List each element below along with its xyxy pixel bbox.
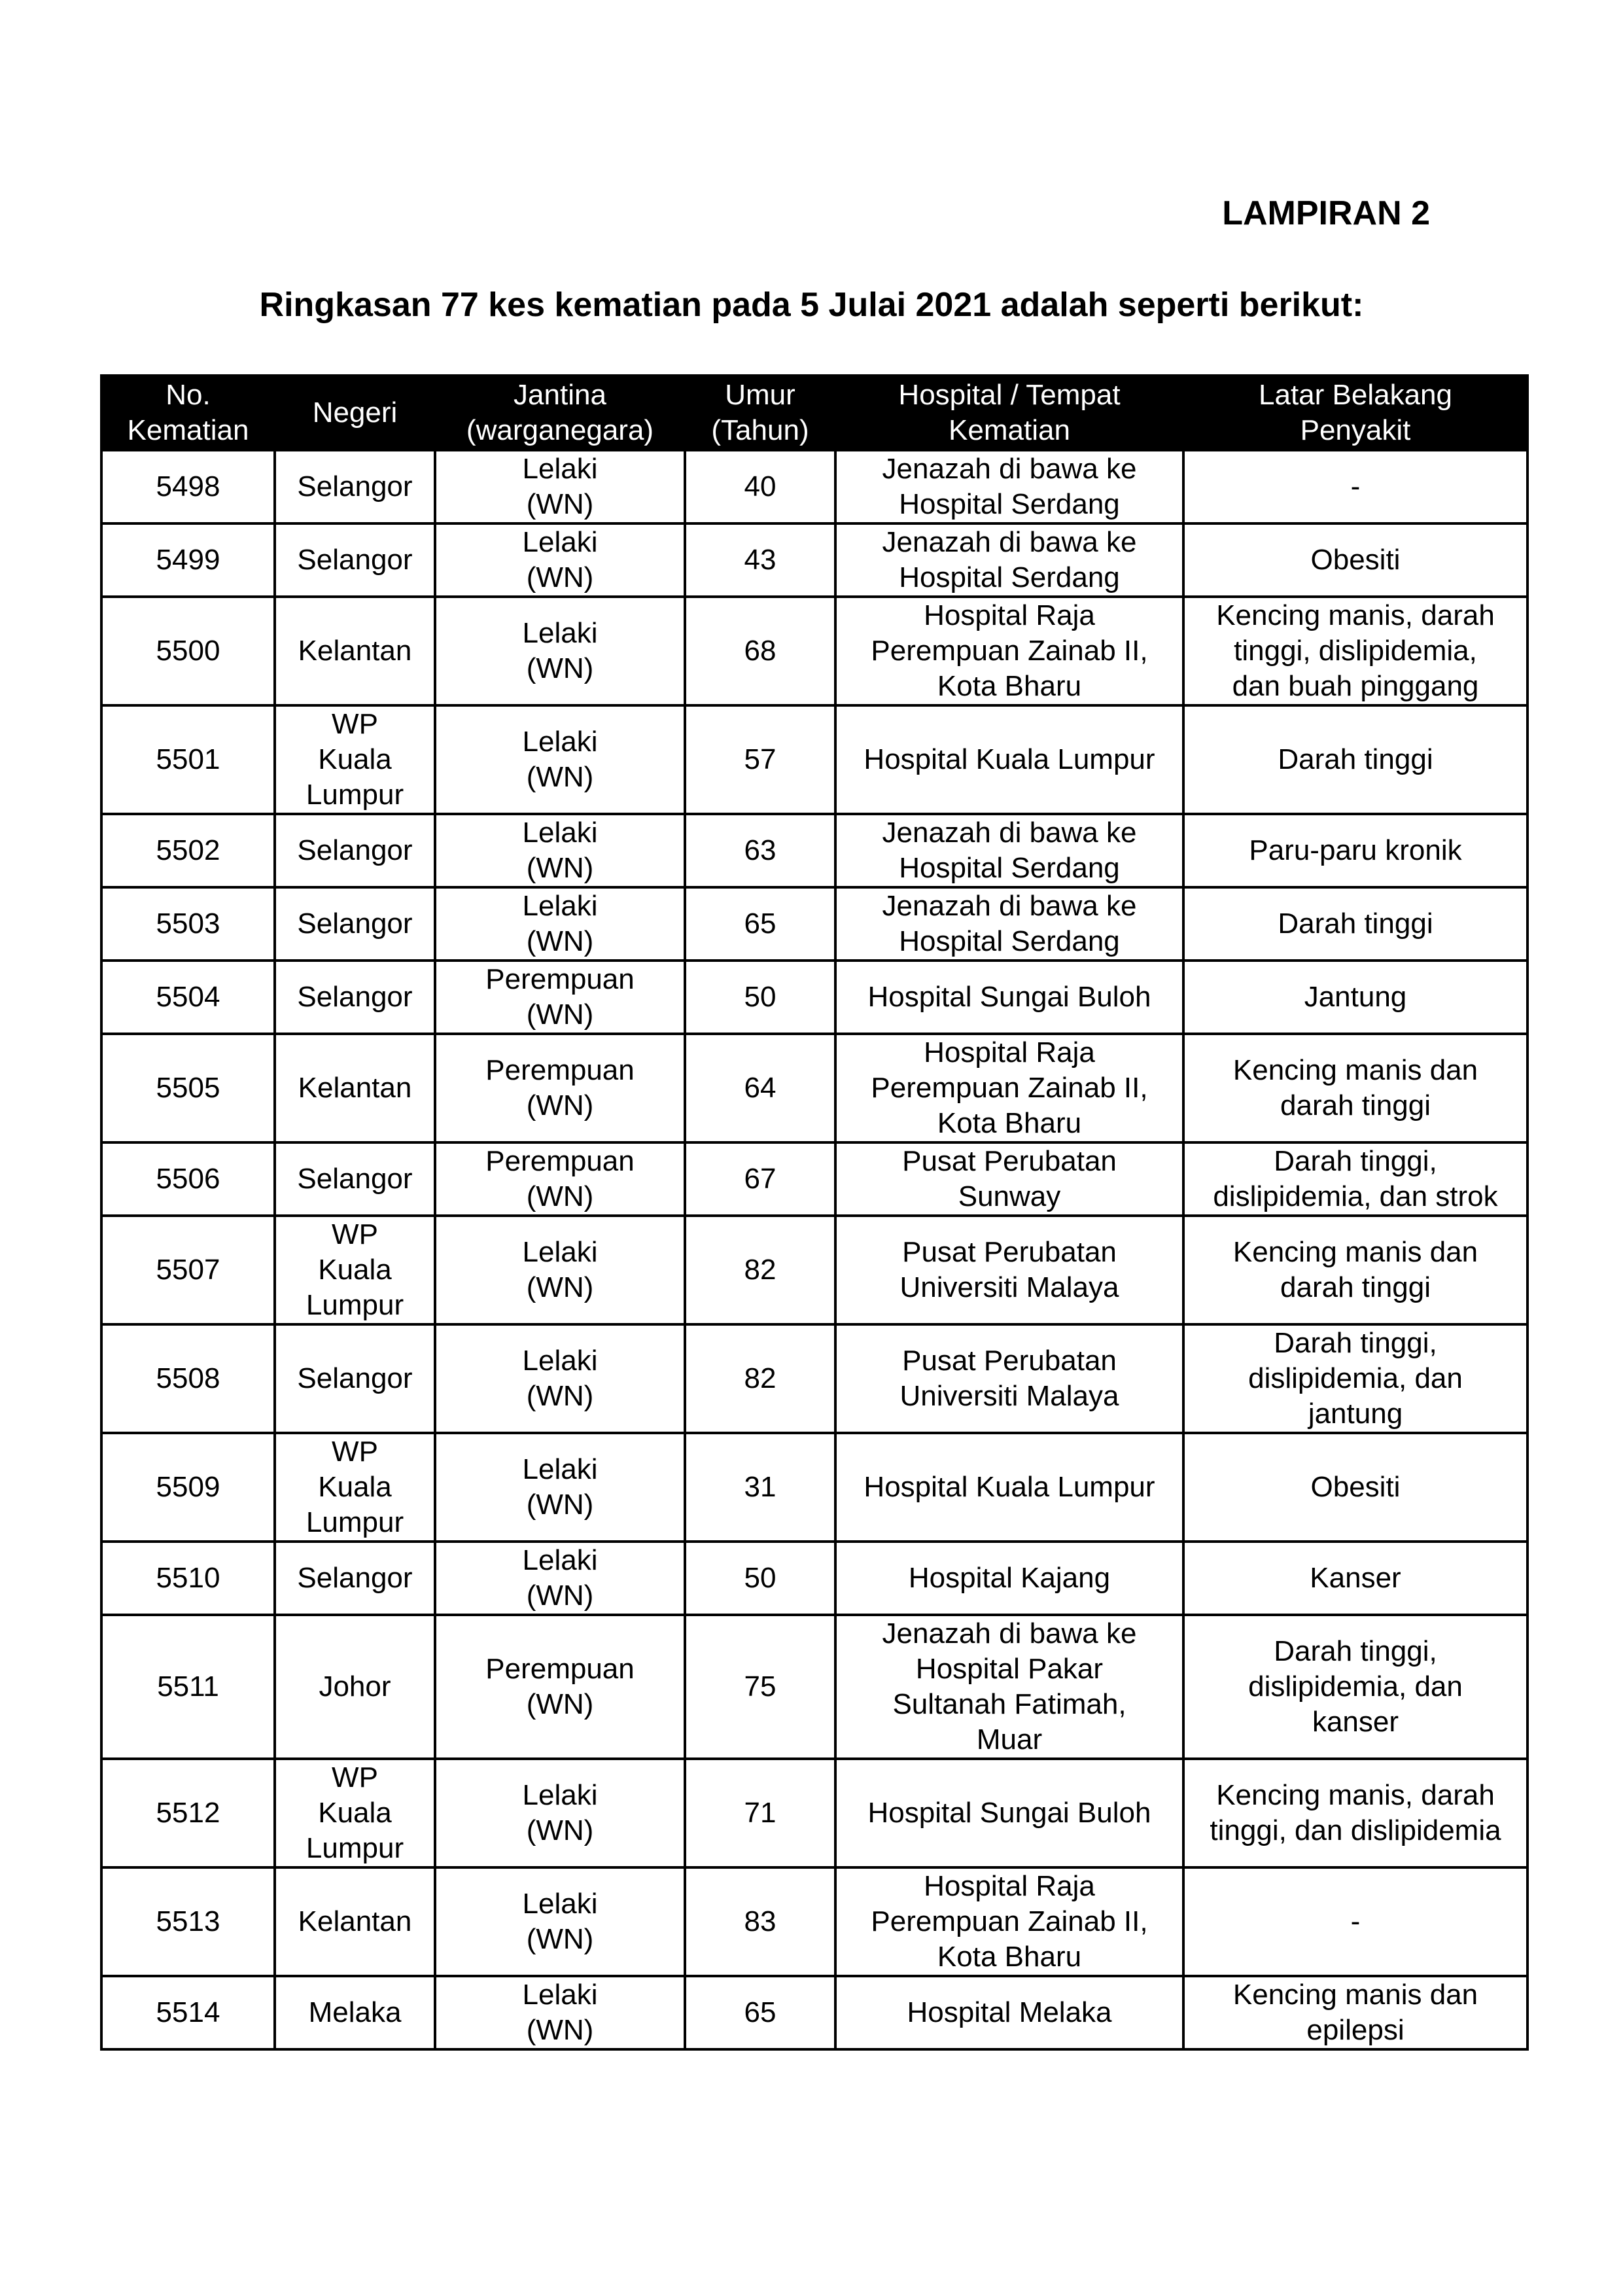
cell-umur: 64 (685, 1034, 835, 1142)
cell-jantina: Lelaki (WN) (435, 705, 685, 814)
cell-no-kematian: 5514 (101, 1976, 275, 2049)
cell-latar-belakang: Kencing manis dan darah tinggi (1183, 1216, 1527, 1324)
cell-latar-belakang: Paru-paru kronik (1183, 814, 1527, 887)
cell-negeri: Selangor (275, 1324, 435, 1433)
cell-jantina: Lelaki (WN) (435, 1542, 685, 1615)
cell-umur: 40 (685, 450, 835, 523)
header-hospital: Hospital / Tempat Kematian (835, 376, 1183, 450)
document-title: Ringkasan 77 kes kematian pada 5 Julai 2021 adalah seperti berikut: (259, 286, 1364, 324)
table-row (101, 597, 1527, 705)
cell-hospital: Jenazah di bawa ke Hospital Serdang (835, 450, 1183, 523)
cell-hospital: Pusat Perubatan Universiti Malaya (835, 1216, 1183, 1324)
cell-negeri: Selangor (275, 1142, 435, 1216)
cell-umur: 67 (685, 1142, 835, 1216)
cell-negeri: Selangor (275, 1542, 435, 1615)
table-row (101, 887, 1527, 961)
table-row (101, 1433, 1527, 1542)
cell-negeri: WP Kuala Lumpur (275, 1216, 435, 1324)
cell-latar-belakang: Darah tinggi, dislipidemia, dan kanser (1183, 1615, 1527, 1759)
header-umur: Umur (Tahun) (685, 376, 835, 450)
cell-negeri: Johor (275, 1615, 435, 1759)
cell-negeri: WP Kuala Lumpur (275, 1759, 435, 1867)
header-negeri: Negeri (275, 376, 435, 450)
cell-hospital: Jenazah di bawa ke Hospital Serdang (835, 523, 1183, 597)
cell-umur: 43 (685, 523, 835, 597)
cell-jantina: Lelaki (WN) (435, 887, 685, 961)
cell-latar-belakang: Kencing manis, darah tinggi, dislipidemia, dan buah pinggang (1183, 597, 1527, 705)
table-body (101, 450, 1527, 2049)
cell-no-kematian: 5509 (101, 1433, 275, 1542)
cell-umur: 83 (685, 1867, 835, 1976)
cell-negeri: Selangor (275, 523, 435, 597)
cell-no-kematian: 5510 (101, 1542, 275, 1615)
cell-no-kematian: 5508 (101, 1324, 275, 1433)
cell-jantina: Lelaki (WN) (435, 1976, 685, 2049)
cell-jantina: Lelaki (WN) (435, 597, 685, 705)
cell-jantina: Perempuan (WN) (435, 1034, 685, 1142)
cell-negeri: Selangor (275, 961, 435, 1034)
cell-umur: 82 (685, 1324, 835, 1433)
cell-hospital: Hospital Sungai Buloh (835, 961, 1183, 1034)
cell-hospital: Hospital Kajang (835, 1542, 1183, 1615)
cell-hospital: Jenazah di bawa ke Hospital Pakar Sultanah Fatimah, Muar (835, 1615, 1183, 1759)
cell-umur: 50 (685, 961, 835, 1034)
cell-negeri: Selangor (275, 814, 435, 887)
cell-no-kematian: 5504 (101, 961, 275, 1034)
cell-jantina: Perempuan (WN) (435, 1142, 685, 1216)
cell-latar-belakang: Obesiti (1183, 523, 1527, 597)
deaths-table (100, 374, 1529, 2051)
header-jantina: Jantina (warganegara) (435, 376, 685, 450)
cell-umur: 68 (685, 597, 835, 705)
table-row (101, 450, 1527, 523)
cell-latar-belakang: Kanser (1183, 1542, 1527, 1615)
table-row (101, 1324, 1527, 1433)
cell-umur: 50 (685, 1542, 835, 1615)
cell-no-kematian: 5507 (101, 1216, 275, 1324)
table-row (101, 523, 1527, 597)
cell-no-kematian: 5503 (101, 887, 275, 961)
cell-latar-belakang: Obesiti (1183, 1433, 1527, 1542)
table-row (101, 1142, 1527, 1216)
cell-no-kematian: 5511 (101, 1615, 275, 1759)
cell-umur: 63 (685, 814, 835, 887)
cell-no-kematian: 5498 (101, 450, 275, 523)
cell-latar-belakang: Kencing manis dan darah tinggi (1183, 1034, 1527, 1142)
cell-hospital: Pusat Perubatan Sunway (835, 1142, 1183, 1216)
table-row (101, 961, 1527, 1034)
cell-negeri: Kelantan (275, 597, 435, 705)
table-row (101, 1034, 1527, 1142)
cell-hospital: Hospital Kuala Lumpur (835, 1433, 1183, 1542)
cell-latar-belakang: Darah tinggi (1183, 705, 1527, 814)
cell-hospital: Hospital Melaka (835, 1976, 1183, 2049)
cell-jantina: Lelaki (WN) (435, 1216, 685, 1324)
cell-negeri: Selangor (275, 887, 435, 961)
cell-hospital: Hospital Raja Perempuan Zainab II, Kota Bharu (835, 597, 1183, 705)
cell-umur: 65 (685, 887, 835, 961)
cell-latar-belakang: Jantung (1183, 961, 1527, 1034)
cell-latar-belakang: - (1183, 450, 1527, 523)
cell-negeri: Melaka (275, 1976, 435, 2049)
cell-negeri: Kelantan (275, 1867, 435, 1976)
cell-no-kematian: 5502 (101, 814, 275, 887)
cell-jantina: Perempuan (WN) (435, 1615, 685, 1759)
cell-negeri: Kelantan (275, 1034, 435, 1142)
table-row (101, 1542, 1527, 1615)
cell-umur: 57 (685, 705, 835, 814)
cell-hospital: Hospital Kuala Lumpur (835, 705, 1183, 814)
cell-jantina: Perempuan (WN) (435, 961, 685, 1034)
header-latar-belakang: Latar Belakang Penyakit (1183, 376, 1527, 450)
table-row (101, 1615, 1527, 1759)
cell-negeri: WP Kuala Lumpur (275, 705, 435, 814)
cell-umur: 82 (685, 1216, 835, 1324)
cell-umur: 71 (685, 1759, 835, 1867)
cell-jantina: Lelaki (WN) (435, 1759, 685, 1867)
header-no-kematian: No. Kematian (101, 376, 275, 450)
cell-no-kematian: 5500 (101, 597, 275, 705)
cell-latar-belakang: Darah tinggi, dislipidemia, dan jantung (1183, 1324, 1527, 1433)
cell-latar-belakang: - (1183, 1867, 1527, 1976)
cell-negeri: WP Kuala Lumpur (275, 1433, 435, 1542)
cell-no-kematian: 5505 (101, 1034, 275, 1142)
cell-jantina: Lelaki (WN) (435, 1867, 685, 1976)
table-row (101, 1216, 1527, 1324)
cell-no-kematian: 5499 (101, 523, 275, 597)
table-row (101, 1976, 1527, 2049)
cell-jantina: Lelaki (WN) (435, 523, 685, 597)
cell-negeri: Selangor (275, 450, 435, 523)
cell-umur: 31 (685, 1433, 835, 1542)
cell-jantina: Lelaki (WN) (435, 450, 685, 523)
table-row (101, 705, 1527, 814)
cell-hospital: Jenazah di bawa ke Hospital Serdang (835, 814, 1183, 887)
table-row (101, 1867, 1527, 1976)
cell-no-kematian: 5506 (101, 1142, 275, 1216)
cell-jantina: Lelaki (WN) (435, 1324, 685, 1433)
cell-hospital: Pusat Perubatan Universiti Malaya (835, 1324, 1183, 1433)
cell-no-kematian: 5512 (101, 1759, 275, 1867)
cell-latar-belakang: Kencing manis dan epilepsi (1183, 1976, 1527, 2049)
cell-no-kematian: 5513 (101, 1867, 275, 1976)
table-row (101, 814, 1527, 887)
annex-label: LAMPIRAN 2 (1222, 194, 1430, 232)
cell-hospital: Hospital Raja Perempuan Zainab II, Kota Bharu (835, 1867, 1183, 1976)
cell-jantina: Lelaki (WN) (435, 814, 685, 887)
cell-no-kematian: 5501 (101, 705, 275, 814)
cell-umur: 65 (685, 1976, 835, 2049)
cell-latar-belakang: Darah tinggi (1183, 887, 1527, 961)
cell-hospital: Jenazah di bawa ke Hospital Serdang (835, 887, 1183, 961)
cell-jantina: Lelaki (WN) (435, 1433, 685, 1542)
table-header-row (101, 376, 1527, 450)
cell-hospital: Hospital Sungai Buloh (835, 1759, 1183, 1867)
cell-latar-belakang: Darah tinggi, dislipidemia, dan strok (1183, 1142, 1527, 1216)
cell-umur: 75 (685, 1615, 835, 1759)
table-row (101, 1759, 1527, 1867)
cell-latar-belakang: Kencing manis, darah tinggi, dan dislipidemia (1183, 1759, 1527, 1867)
cell-hospital: Hospital Raja Perempuan Zainab II, Kota Bharu (835, 1034, 1183, 1142)
